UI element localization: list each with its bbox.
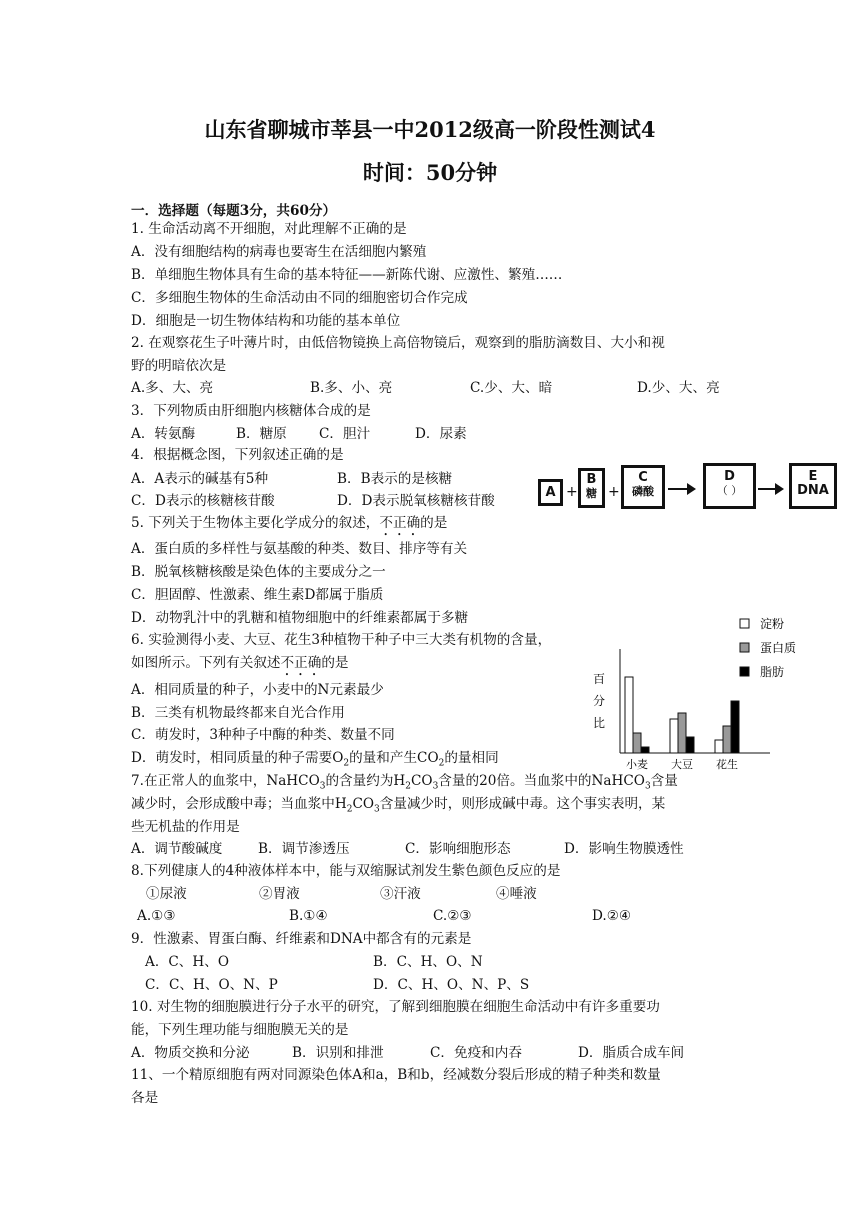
q6-option-a: A．相同质量的种子，小麦中的N元素最少 xyxy=(131,682,384,698)
chart-bar-0-0 xyxy=(625,677,633,753)
chart-legend-label: 淀粉 xyxy=(760,617,785,631)
q8-option-b: B.①④ xyxy=(289,908,328,924)
q1-stem: 1. 生命活动离不开细胞，对此理解不正确的是 xyxy=(131,221,407,237)
q7-l1-s1: 3 xyxy=(319,781,326,792)
q10-option-c: C．免疫和内吞 xyxy=(430,1045,522,1061)
organic-content-chart xyxy=(590,615,800,775)
q6-option-d xyxy=(131,750,499,773)
q5-option-c: C．胆固醇、性激素、维生素D都属于脂质 xyxy=(131,587,384,603)
q7-l1-s2: 2 xyxy=(405,781,412,792)
chart-bar-1-1 xyxy=(678,713,686,753)
diagram-box-e xyxy=(789,463,837,509)
q8-sample-1: ①尿液 xyxy=(146,886,187,902)
q5-option-a: A．蛋白质的多样性与氨基酸的种类、数目、排序等有关 xyxy=(131,541,468,557)
diagram-box-c-sub: 磷酸 xyxy=(632,485,654,498)
q7-l2-c: 含量减少时，则形成碱中毒。这个事实表明，某 xyxy=(379,796,666,812)
q2-option-c: C.少、大、暗 xyxy=(470,380,553,396)
chart-bar-1-0 xyxy=(670,719,678,753)
page-subtitle: 时间：50分钟 xyxy=(362,160,498,185)
q7-l2-s1: 2 xyxy=(346,804,353,815)
q5-stem xyxy=(131,515,447,539)
q10-option-a: A．物质交换和分泌 xyxy=(131,1045,250,1061)
q1-option-a: A．没有细胞结构的病毒也要寄生在活细胞内繁殖 xyxy=(131,244,427,260)
q9-option-a: A．C、H、O xyxy=(145,954,229,970)
q7-l2-a: 减少时，会形成酸中毒；当血浆中H xyxy=(131,796,347,812)
chart-legend-swatch xyxy=(740,619,749,628)
q9-option-d: D．C、H、O、N、P、S xyxy=(373,977,530,993)
q7-option-b: B．调节渗透压 xyxy=(258,841,350,857)
q7-l1-a: 7.在正常人的血浆中，NaHCO xyxy=(131,773,320,789)
diagram-box-d xyxy=(703,463,756,509)
diagram-box-d-sub: （ ） xyxy=(716,484,743,497)
diagram-box-e-label: E xyxy=(808,469,818,484)
q5-stem-emph: 不正确 xyxy=(379,515,421,531)
q2-stem-line1: 2. 在观察花生子叶薄片时，由低倍物镜换上高倍物镜后，观察到的脂肪滴数目、大小和视 xyxy=(131,335,665,351)
chart-ylabel-char: 分 xyxy=(592,694,606,708)
diagram-box-d-label: D xyxy=(724,469,735,484)
q6-d-pre: D．萌发时，相同质量的种子需要O xyxy=(131,750,344,766)
diagram-box-a xyxy=(538,479,563,506)
q7-l1-e: 含量 xyxy=(650,773,678,789)
q7-option-a: A．调节酸碱度 xyxy=(131,841,223,857)
q3-option-d: D．尿素 xyxy=(415,426,467,442)
q8-sample-4: ④唾液 xyxy=(496,886,537,902)
q3-option-a: A．转氨酶 xyxy=(131,426,196,442)
chart-legend-swatch xyxy=(740,667,749,676)
q4-stem: 4．根据概念图，下列叙述正确的是 xyxy=(131,447,344,463)
chart-legend-label: 蛋白质 xyxy=(760,641,797,655)
q6-stem-post: 的是 xyxy=(321,655,349,671)
q9-option-b: B．C、H、O、N xyxy=(373,954,483,970)
q7-l1-s3: 3 xyxy=(432,781,439,792)
chart-ylabel-char: 比 xyxy=(592,716,606,730)
q2-option-b: B.多、小、亮 xyxy=(310,380,393,396)
chart-bar-2-0 xyxy=(715,740,723,753)
q4-option-c: C．D表示的核糖核苷酸 xyxy=(131,493,275,509)
chart-x-tick-label: 小麦 xyxy=(626,758,648,771)
q4-option-b: B．B表示的是核糖 xyxy=(337,471,453,487)
q7-option-c: C．影响细胞形态 xyxy=(405,841,511,857)
section-heading: 一．选择题（每题3分，共60分） xyxy=(131,203,337,219)
diagram-plus-1: + xyxy=(566,484,578,500)
q10-option-d: D．脂质合成车间 xyxy=(578,1045,685,1061)
q8-option-c: C.②③ xyxy=(433,908,472,924)
q7-l1-b: 的含量约为H xyxy=(325,773,406,789)
q9-stem: 9．性激素、胃蛋白酶、纤维素和DNA中都含有的元素是 xyxy=(131,931,472,947)
q7-stem-line1 xyxy=(131,773,678,796)
q7-stem-line3: 些无机盐的作用是 xyxy=(131,819,240,835)
q1-option-d: D．细胞是一切生物体结构和功能的基本单位 xyxy=(131,313,401,329)
chart-x-tick-label: 大豆 xyxy=(671,758,693,771)
q6-d-post: 的量相同 xyxy=(444,750,499,766)
chart-bar-2-2 xyxy=(731,701,739,753)
q8-option-d: D.②④ xyxy=(592,908,632,924)
q2-stem-line2: 野的明暗依次是 xyxy=(131,358,227,374)
q1-option-c: C．多细胞生物体的生命活动由不同的细胞密切合作完成 xyxy=(131,290,468,306)
q5-option-d: D．动物乳汁中的乳糖和植物细胞中的纤维素都属于多糖 xyxy=(131,610,469,626)
q8-stem: 8.下列健康人的4种液体样本中，能与双缩脲试剂发生紫色颜色反应的是 xyxy=(131,863,561,879)
q8-option-a: A.①③ xyxy=(137,908,176,924)
diagram-box-b xyxy=(578,468,605,508)
chart-bar-0-1 xyxy=(633,733,641,753)
q8-sample-2: ②胃液 xyxy=(259,886,300,902)
q10-stem-line2: 能，下列生理功能与细胞膜无关的是 xyxy=(131,1022,349,1038)
diagram-box-c-label: C xyxy=(638,470,648,485)
q6-stem-pre: 如图所示。下列有关叙述 xyxy=(131,655,281,671)
q1-option-b: B．单细胞生物体具有生命的基本特征——新陈代谢、应激性、繁殖…… xyxy=(131,267,563,283)
chart-bar-0-2 xyxy=(641,747,649,753)
q3-option-b: B．糖原 xyxy=(236,426,287,442)
q11-stem-line1: 11、一个精原细胞有两对同源染色体A和a，B和b，经减数分裂后形成的精子种类和数量 xyxy=(131,1067,661,1083)
chart-bar-1-2 xyxy=(686,737,694,753)
q7-l1-d: 含量的20倍。当血浆中的NaHCO xyxy=(438,773,645,789)
diagram-box-c xyxy=(621,465,665,509)
chart-x-tick-label: 花生 xyxy=(716,758,738,771)
q4-option-d: D．D表示脱氧核糖核苷酸 xyxy=(337,493,495,509)
diagram-arrow-1 xyxy=(668,488,694,490)
q5-stem-post: 的是 xyxy=(420,515,448,531)
diagram-box-b-sub: 糖 xyxy=(586,487,597,500)
q6-d-sub1: 2 xyxy=(343,758,350,769)
q6-stem-emph: 不正确 xyxy=(280,655,322,671)
q5-stem-pre: 5. 下列关于生物体主要化学成分的叙述， xyxy=(131,515,380,531)
q2-option-d: D.少、大、亮 xyxy=(637,380,720,396)
q6-d-mid: 的量和产生CO xyxy=(349,750,439,766)
diagram-plus-2: + xyxy=(608,484,620,500)
q6-d-sub2: 2 xyxy=(438,758,445,769)
diagram-arrow-2 xyxy=(758,488,782,490)
q11-stem-line2: 各是 xyxy=(131,1090,159,1106)
q7-l1-c: CO xyxy=(411,773,433,789)
chart-legend-swatch xyxy=(740,643,749,652)
q3-stem: 3．下列物质由肝细胞内核糖体合成的是 xyxy=(131,403,371,419)
q6-stem-line2 xyxy=(131,655,349,679)
diagram-box-e-sub: DNA xyxy=(797,483,829,498)
q8-sample-3: ③汗液 xyxy=(380,886,421,902)
q6-option-b: B．三类有机物最终都来自光合作用 xyxy=(131,705,345,721)
q6-stem-line1: 6. 实验测得小麦、大豆、花生3种植物干种子中三大类有机物的含量， xyxy=(131,632,552,648)
q7-l2-b: CO xyxy=(352,796,375,812)
q10-option-b: B．识别和排泄 xyxy=(292,1045,384,1061)
q7-option-d: D．影响生物膜透性 xyxy=(564,841,684,857)
diagram-box-b-label: B xyxy=(586,472,597,487)
diagram-box-a-label: A xyxy=(545,485,556,500)
q4-option-a: A．A表示的碱基有5种 xyxy=(131,471,269,487)
q9-option-c: C．C、H、O、N、P xyxy=(145,977,278,993)
q7-l2-s2: 3 xyxy=(374,804,380,815)
q5-option-b: B．脱氧核糖核酸是染色体的主要成分之一 xyxy=(131,564,386,580)
q7-stem-line2 xyxy=(131,796,665,819)
q7-l1-s4: 3 xyxy=(644,781,651,792)
chart-bar-2-1 xyxy=(723,726,731,753)
q3-option-c: C．胆汁 xyxy=(319,426,371,442)
q6-option-c: C．萌发时，3种种子中酶的种类、数量不同 xyxy=(131,727,395,743)
q2-option-a: A.多、大、亮 xyxy=(131,380,214,396)
page-title: 山东省聊城市莘县一中2012级高一阶段性测试4 xyxy=(204,117,656,142)
q10-stem-line1: 10. 对生物的细胞膜进行分子水平的研究，了解到细胞膜在细胞生命活动中有许多重要功 xyxy=(131,999,660,1015)
chart-legend-label: 脂肪 xyxy=(760,665,785,679)
chart-ylabel-char: 百 xyxy=(592,672,606,686)
